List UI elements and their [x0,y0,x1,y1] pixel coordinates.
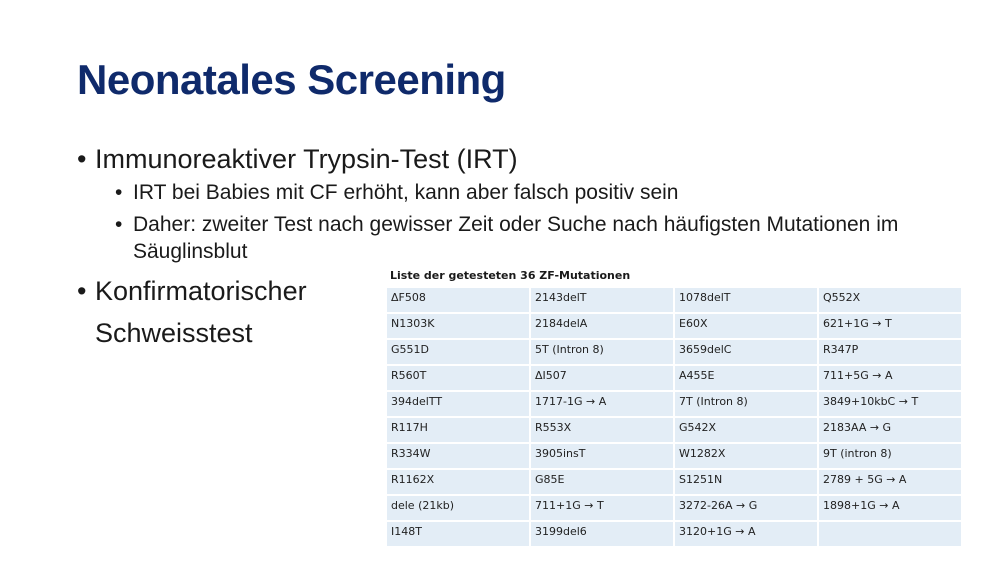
table-cell: G85E [531,470,673,494]
table-cell: I148T [387,522,529,546]
table-cell: 3199del6 [531,522,673,546]
table-row [387,288,961,312]
table-row [387,418,961,442]
slide-title: Neonatales Screening [77,56,506,103]
table-cell: 3272-26A → G [675,496,817,520]
table-cell: N1303K [387,314,529,338]
bullet-konfirmatorisch-line2: Schweisstest [95,318,253,348]
table-row [387,444,961,468]
table-cell: 2183AA → G [819,418,961,442]
bullet-dot: • [77,144,87,174]
table-cell: 3905insT [531,444,673,468]
table-cell: 1717-1G → A [531,392,673,416]
table-cell: A455E [675,366,817,390]
table-cell: 3849+10kbC → T [819,392,961,416]
table-cell: R553X [531,418,673,442]
table-cell: 711+1G → T [531,496,673,520]
table-cell: 3120+1G → A [675,522,817,546]
bullet-irt-text: Immunoreaktiver Trypsin-Test (IRT) [95,144,518,174]
bullet-dot: • [77,276,87,306]
table-cell [819,522,961,546]
sub-bullet-irt-2-line2: Säuglinsblut [133,240,248,263]
table-row [387,496,961,520]
table-cell: 711+5G → A [819,366,961,390]
sub-bullet-irt-1-text: IRT bei Babies mit CF erhöht, kann aber falsch positiv sein [133,181,679,204]
table-cell: R334W [387,444,529,468]
sub-bullet-dot: • [115,181,123,204]
table-cell: Q552X [819,288,961,312]
table-cell: R560T [387,366,529,390]
table-cell: 394delTT [387,392,529,416]
table-cell: W1282X [675,444,817,468]
sub-bullet-dot: • [115,213,123,236]
table-cell: ΔI507 [531,366,673,390]
table-cell: 7T (Intron 8) [675,392,817,416]
table-row [387,340,961,364]
table-row [387,314,961,338]
table-cell: 1078delT [675,288,817,312]
table-cell: R347P [819,340,961,364]
mutation-table [385,286,963,548]
table-cell: ΔF508 [387,288,529,312]
table-row [387,470,961,494]
table-cell: 3659delC [675,340,817,364]
table-caption: Liste der getesteten 36 ZF-Mutationen [390,269,631,282]
table-row [387,366,961,390]
bullet-konfirmatorisch-text: Konfirmatorischer [95,276,307,306]
table-cell: S1251N [675,470,817,494]
table-cell: 2789 + 5G → A [819,470,961,494]
table-row [387,522,961,546]
table-cell: 2184delA [531,314,673,338]
table-cell: G551D [387,340,529,364]
table-cell: 1898+1G → A [819,496,961,520]
table-cell: E60X [675,314,817,338]
table-cell: 2143delT [531,288,673,312]
table-row [387,392,961,416]
table-cell: R117H [387,418,529,442]
table-cell: G542X [675,418,817,442]
table-cell: 9T (intron 8) [819,444,961,468]
table-cell: dele (21kb) [387,496,529,520]
table-cell: 5T (Intron 8) [531,340,673,364]
table-cell: R1162X [387,470,529,494]
table-cell: 621+1G → T [819,314,961,338]
sub-bullet-irt-2-line1: Daher: zweiter Test nach gewisser Zeit oder Suche nach häufigsten Mutationen im [133,213,899,236]
